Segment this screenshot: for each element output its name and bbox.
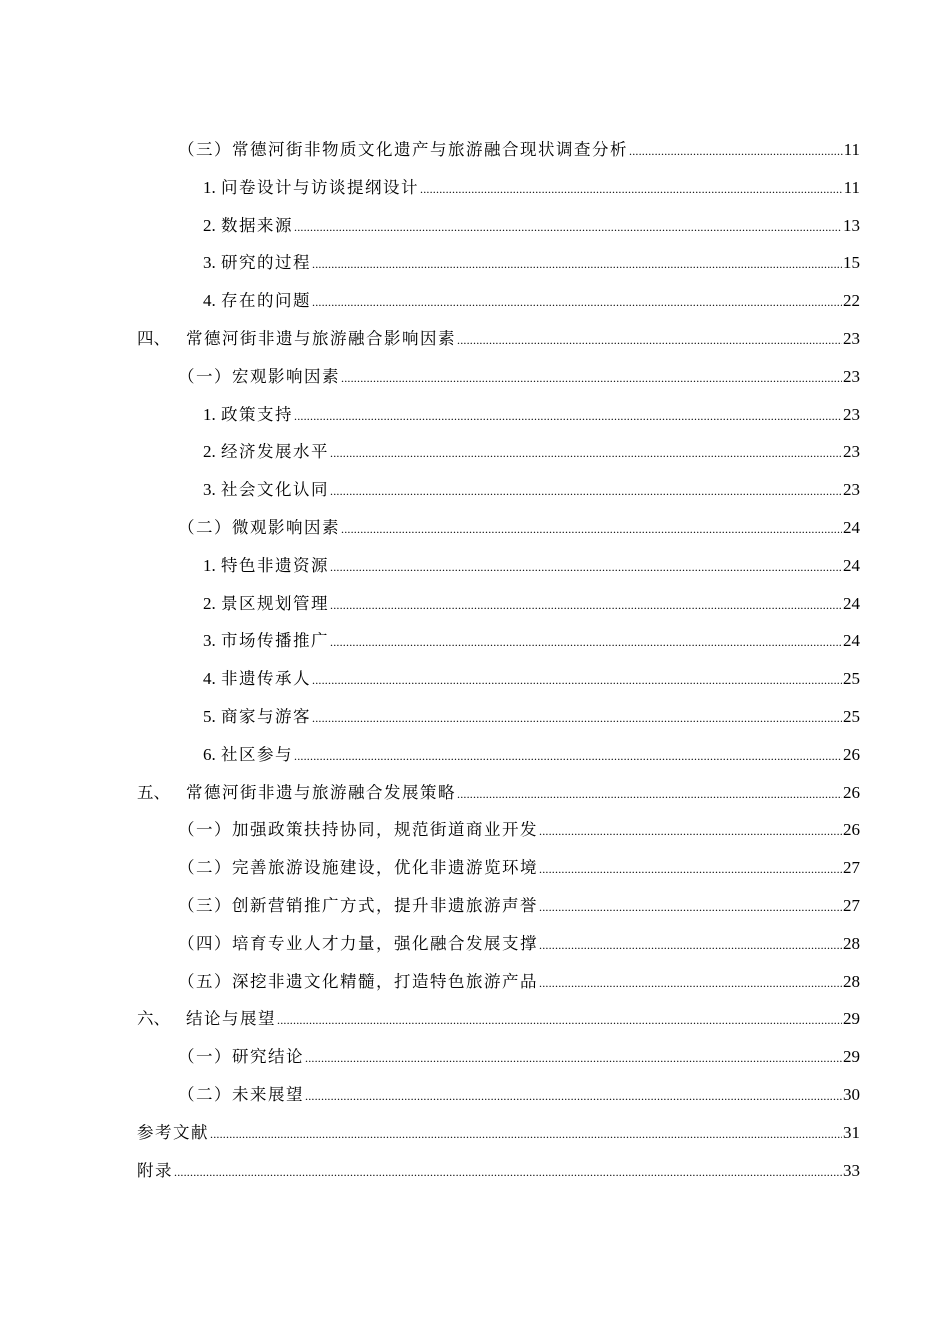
toc-dot-leader [312,700,842,738]
toc-dot-leader [629,133,843,171]
toc-page-number: 28 [843,933,860,953]
toc-entry[interactable] [137,849,860,887]
toc-entry-title: （一）宏观影响因素 [178,366,340,386]
toc-dot-leader [312,246,842,284]
toc-dot-leader [420,171,843,209]
toc-page-number: 26 [843,820,860,840]
toc-dot-leader [330,624,842,662]
toc-entry-title: （二）未来展望 [178,1084,304,1104]
toc-page-number: 23 [843,404,860,424]
toc-entry-title: （三）常德河街非物质文化遗产与旅游融合现状调查分析 [178,140,628,159]
toc-entry-title: （二）微观影响因素 [178,517,340,537]
toc-dot-leader [305,1040,842,1078]
toc-page-number: 23 [843,442,860,462]
toc-dot-leader [341,360,842,398]
toc-entry[interactable] [137,811,860,849]
toc-entry-title: （一）研究结论 [178,1047,304,1067]
toc-entry-title: 经济发展水平 [221,442,329,462]
toc-entry[interactable] [137,698,860,736]
toc-entry-number: 5. [203,706,216,726]
toc-entry-title: （二）完善旅游设施建设，优化非遗游览环境 [178,858,538,878]
toc-page-number: 13 [843,215,860,235]
toc-entry[interactable] [137,433,860,471]
toc-entry-title: 社区参与 [221,744,293,764]
toc-entry[interactable] [137,925,860,963]
toc-dot-leader [539,851,842,889]
toc-entry-title: （一）加强政策扶持协同，规范街道商业开发 [178,820,538,840]
toc-page-number: 11 [843,177,860,197]
toc-entry-title: 数据来源 [221,215,293,235]
toc-entry-title: 常德河街非遗与旅游融合影响因素 [186,328,456,348]
toc-entry-title: （四）培育专业人才力量，强化融合发展支撑 [178,933,538,953]
toc-dot-leader [341,511,842,549]
toc-entry-number: 1. [203,404,216,424]
toc-entry-number: 1. [203,555,216,575]
toc-page-number: 24 [843,631,860,651]
toc-entry-number: 1. [203,177,216,197]
toc-page-number: 27 [843,858,860,878]
toc-entry[interactable] [137,736,860,774]
toc-entry-title: 政策支持 [221,404,293,424]
toc-dot-leader [294,398,842,436]
toc-dot-leader [305,1078,842,1116]
toc-page-number: 24 [843,593,860,613]
toc-entry-title: 景区规划管理 [221,593,329,613]
toc-entry-title: 研究的过程 [221,253,311,273]
toc-entry-number: 6. [203,744,216,764]
toc-entry-title: 存在的问题 [221,291,311,311]
toc-entry-title: 附录 [137,1160,173,1180]
toc-page-number: 28 [843,971,860,991]
toc-dot-leader [539,813,842,851]
toc-entry-number: 4. [203,669,216,689]
toc-entry-title: （三）创新营销推广方式，提升非遗旅游声誉 [178,895,538,915]
toc-entry[interactable] [137,358,860,396]
toc-entry[interactable] [137,774,860,812]
toc-entry-title: 特色非遗资源 [221,555,329,575]
toc-page-number: 29 [843,1009,860,1029]
toc-page-number: 30 [843,1084,860,1104]
toc-dot-leader [330,587,842,625]
toc-dot-leader [539,965,842,1003]
toc-page-number: 29 [843,1047,860,1067]
toc-entry-number: 2. [203,593,216,613]
toc-page-number: 25 [843,706,860,726]
toc-entry[interactable] [137,207,860,245]
toc-entry-title: 商家与游客 [221,706,311,726]
toc-page-number: 24 [843,517,860,537]
toc-entry-number: 3. [203,631,216,651]
toc-entry-number: 2. [203,215,216,235]
toc-dot-leader [210,1116,842,1154]
toc-entry[interactable] [137,509,860,547]
toc-entry[interactable] [137,1114,860,1152]
toc-entry[interactable] [137,244,860,282]
toc-entry-title: 结论与展望 [186,1009,276,1029]
toc-page-number: 27 [843,895,860,915]
toc-dot-leader [174,1154,842,1192]
table-of-contents [137,131,860,1189]
toc-dot-leader [312,284,842,322]
toc-entry[interactable] [137,547,860,585]
toc-page-number: 15 [843,253,860,273]
toc-entry-title: 问卷设计与访谈提纲设计 [221,177,419,197]
toc-entry[interactable] [137,471,860,509]
toc-page-number: 22 [843,291,860,311]
toc-page-number: 24 [843,555,860,575]
toc-dot-leader [330,549,842,587]
toc-entry[interactable] [137,282,860,320]
toc-page-number: 31 [843,1122,860,1142]
toc-entry[interactable] [137,1038,860,1076]
toc-entry[interactable] [137,963,860,1001]
toc-entry-title: 参考文献 [137,1122,209,1142]
toc-entry-title: 非遗传承人 [221,669,311,689]
toc-entry[interactable] [137,585,860,623]
toc-entry-number: 六、 [137,1009,170,1029]
toc-entry-title: 常德河街非遗与旅游融合发展策略 [186,782,456,802]
toc-entry[interactable] [137,320,860,358]
toc-page-number: 23 [843,480,860,500]
toc-page-number: 23 [843,366,860,386]
toc-entry[interactable] [137,887,860,925]
toc-entry[interactable] [137,622,860,660]
toc-dot-leader [457,322,842,360]
toc-page-number: 25 [843,669,860,689]
toc-page-number: 33 [843,1160,860,1180]
toc-entry[interactable] [137,131,860,169]
toc-entry[interactable] [137,169,860,207]
toc-dot-leader [457,776,842,814]
toc-dot-leader [330,473,842,511]
toc-entry-number: 4. [203,291,216,311]
toc-entry-number: 四、 [137,328,170,348]
toc-page-number: 23 [843,328,860,348]
toc-dot-leader [312,662,842,700]
toc-entry-number: 2. [203,442,216,462]
toc-dot-leader [539,889,842,927]
toc-page-number: 11 [843,140,860,159]
toc-dot-leader [330,435,842,473]
toc-entry[interactable] [137,1076,860,1114]
toc-entry-number: 五、 [137,782,170,802]
toc-page-number: 26 [843,744,860,764]
toc-dot-leader [294,738,842,776]
toc-entry[interactable] [137,396,860,434]
toc-dot-leader [539,927,842,965]
toc-entry-number: 3. [203,480,216,500]
toc-entry-title: 社会文化认同 [221,480,329,500]
toc-page-number: 26 [843,782,860,802]
toc-entry-title: 市场传播推广 [221,631,329,651]
toc-dot-leader [294,209,842,247]
toc-entry[interactable] [137,1000,860,1038]
toc-entry-title: （五）深挖非遗文化精髓，打造特色旅游产品 [178,971,538,991]
toc-entry[interactable] [137,660,860,698]
toc-entry-number: 3. [203,253,216,273]
toc-dot-leader [277,1002,842,1040]
toc-entry[interactable] [137,1152,860,1190]
